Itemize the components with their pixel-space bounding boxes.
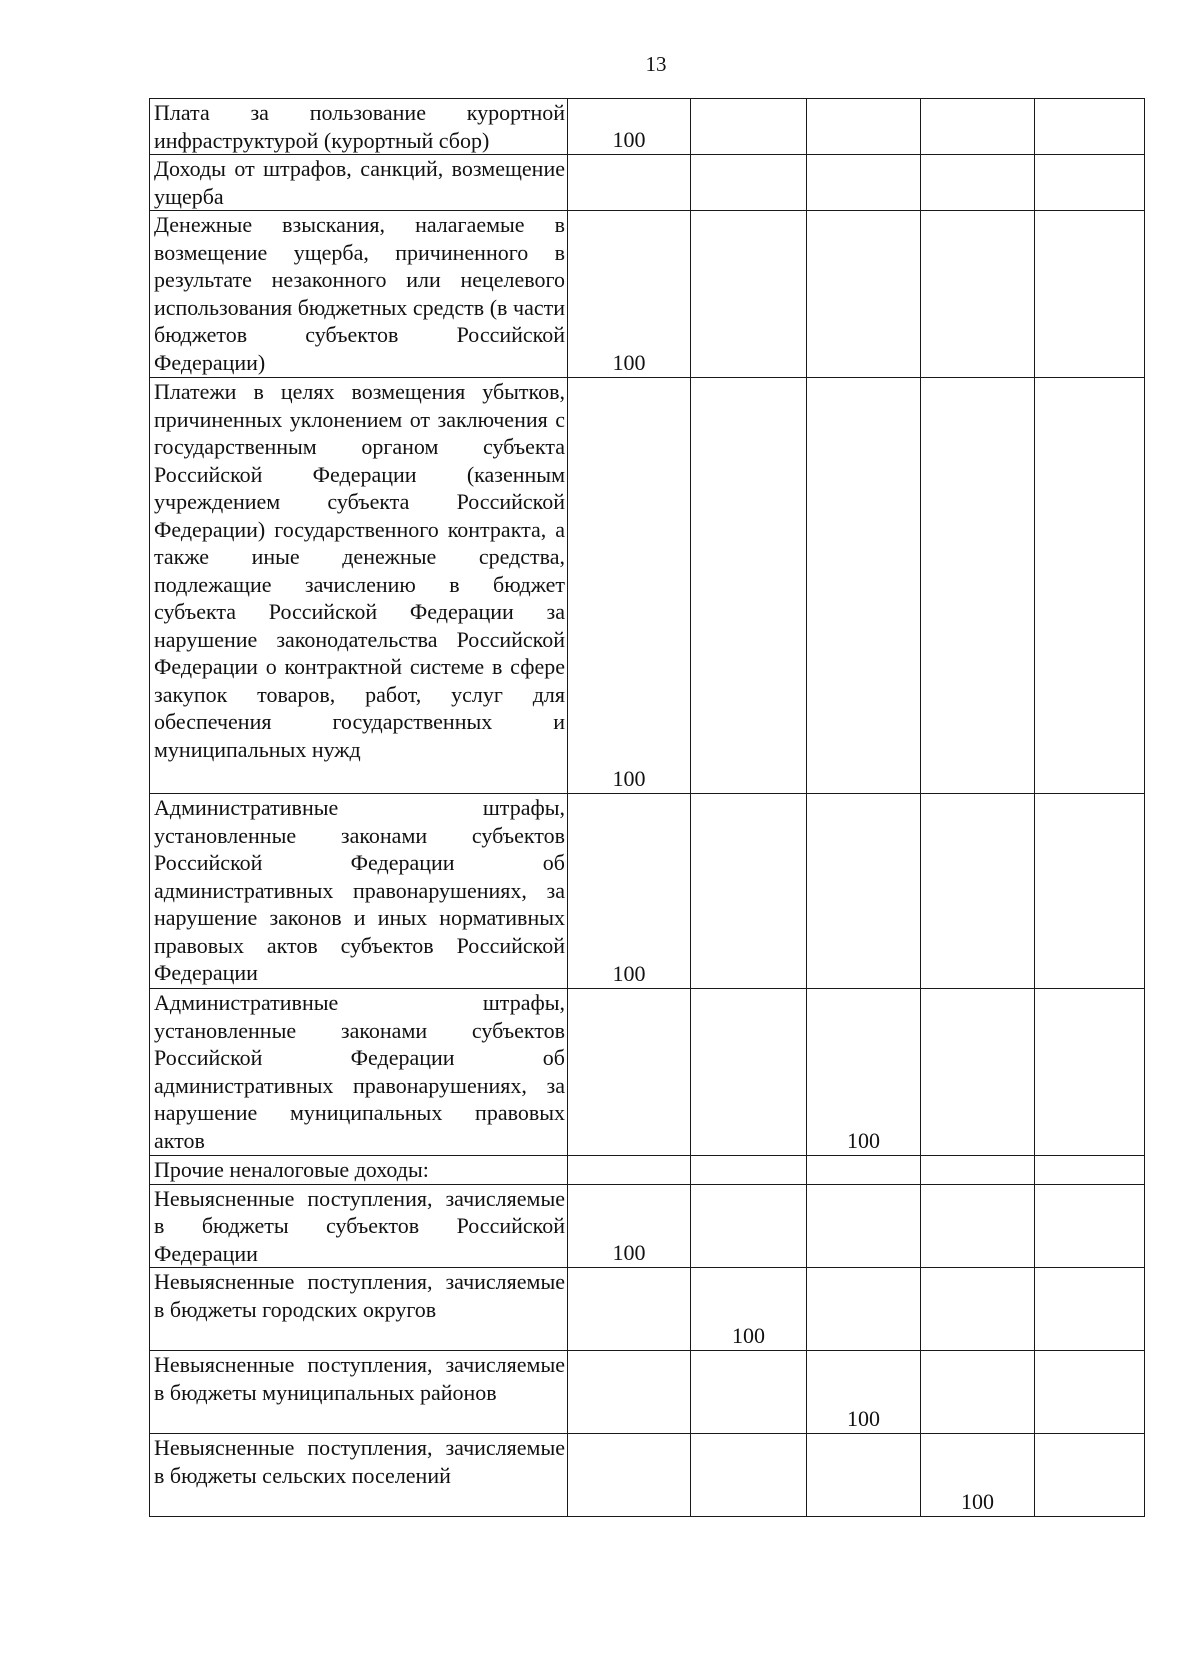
table-row — [150, 211, 1145, 378]
percent-cell — [691, 155, 807, 211]
percent-cell — [921, 794, 1035, 989]
percent-cell — [691, 378, 807, 794]
table-row — [150, 1268, 1145, 1351]
percent-cell — [568, 211, 691, 378]
percent-value: 100 — [847, 1128, 880, 1153]
revenue-distribution-table — [149, 98, 1145, 1517]
percent-cell — [568, 794, 691, 989]
percent-cell — [691, 1156, 807, 1185]
percent-cell — [807, 1434, 921, 1517]
percent-value: 100 — [612, 1240, 646, 1265]
percent-cell — [568, 989, 691, 1156]
table-row — [150, 1156, 1145, 1185]
percent-cell — [691, 1184, 807, 1268]
percent-cell — [1035, 989, 1145, 1156]
percent-cell — [1035, 1268, 1145, 1351]
percent-cell — [921, 1268, 1035, 1351]
percent-cell — [807, 211, 921, 378]
percent-cell — [807, 1184, 921, 1268]
percent-value — [807, 1515, 920, 1516]
percent-cell — [691, 1351, 807, 1434]
percent-cell — [921, 155, 1035, 211]
percent-cell — [568, 99, 691, 155]
row-description: Административные штрафы, установленные законами субъектов Российской Федерации об административных правонарушениях, за нарушение муниципальных правовых актов — [150, 989, 568, 1156]
row-description: Доходы от штрафов, санкций, возмещение ущерба — [150, 155, 568, 211]
table-row — [150, 989, 1145, 1156]
percent-cell — [921, 99, 1035, 155]
row-description: Плата за пользование курортной инфраструктурой (курортный сбор) — [150, 99, 568, 155]
percent-cell — [807, 1156, 921, 1185]
row-description: Невыясненные поступления, зачисляемые в бюджеты городских округов — [150, 1268, 568, 1351]
table-row — [150, 1351, 1145, 1434]
percent-cell — [921, 1434, 1035, 1517]
percent-cell — [568, 378, 691, 794]
table-body — [150, 99, 1145, 1517]
percent-value: 100 — [847, 1406, 880, 1431]
percent-cell — [568, 1434, 691, 1517]
percent-cell — [691, 99, 807, 155]
percent-value — [691, 1515, 806, 1516]
table-row — [150, 378, 1145, 794]
percent-cell — [1035, 1434, 1145, 1517]
percent-cell — [1035, 1184, 1145, 1268]
row-description: Платежи в целях возмещения убытков, причиненных уклонением от заключения с государственным органом субъекта Российской Федерации (казенным учреждением субъекта Российской Федерации) государственного контракта, а также иные денежные средства, подлежащие зачислению в бюджет субъекта Российской Федерации за нарушение законодательства Российской Федерации о контрактной системе в сфере закупок товаров, работ, услуг для обеспечения государственных и муниципальных нужд — [150, 378, 568, 794]
table-row — [150, 1434, 1145, 1517]
percent-cell — [921, 1184, 1035, 1268]
percent-cell — [691, 989, 807, 1156]
percent-cell — [921, 378, 1035, 794]
percent-cell — [807, 155, 921, 211]
percent-value: 100 — [612, 766, 646, 791]
percent-value: 100 — [612, 350, 646, 375]
percent-cell — [921, 1156, 1035, 1185]
row-description: Прочие неналоговые доходы: — [150, 1156, 568, 1185]
percent-cell — [568, 1268, 691, 1351]
row-description: Невыясненные поступления, зачисляемые в бюджеты сельских поселений — [150, 1434, 568, 1517]
percent-cell — [1035, 1156, 1145, 1185]
percent-cell — [1035, 1351, 1145, 1434]
percent-cell — [1035, 155, 1145, 211]
percent-cell — [568, 1351, 691, 1434]
row-description: Невыясненные поступления, зачисляемые в бюджеты муниципальных районов — [150, 1351, 568, 1434]
percent-cell — [807, 989, 921, 1156]
percent-value — [568, 1515, 690, 1516]
row-description: Денежные взыскания, налагаемые в возмещение ущерба, причиненного в результате незаконного или нецелевого использования бюджетных средств (в части бюджетов субъектов Российской Федерации) — [150, 211, 568, 378]
percent-cell — [921, 1351, 1035, 1434]
percent-cell — [568, 155, 691, 211]
percent-cell — [568, 1184, 691, 1268]
percent-cell — [1035, 211, 1145, 378]
percent-cell — [807, 1351, 921, 1434]
percent-value — [1035, 1515, 1144, 1516]
percent-cell — [691, 1434, 807, 1517]
percent-cell — [921, 211, 1035, 378]
row-description: Невыясненные поступления, зачисляемые в бюджеты субъектов Российской Федерации — [150, 1184, 568, 1268]
page-number: 13 — [645, 52, 667, 76]
row-description: Административные штрафы, установленные законами субъектов Российской Федерации об административных правонарушениях, за нарушение законов и иных нормативных правовых актов субъектов Российской Федерации — [150, 794, 568, 989]
percent-cell — [807, 1268, 921, 1351]
percent-value: 100 — [612, 961, 646, 986]
percent-cell — [691, 211, 807, 378]
percent-cell — [568, 1156, 691, 1185]
percent-cell — [1035, 378, 1145, 794]
percent-cell — [1035, 794, 1145, 989]
table-row — [150, 99, 1145, 155]
percent-cell — [1035, 99, 1145, 155]
table-row — [150, 155, 1145, 211]
percent-cell — [921, 989, 1035, 1156]
percent-cell — [807, 794, 921, 989]
percent-cell — [807, 99, 921, 155]
percent-cell — [691, 1268, 807, 1351]
percent-cell — [691, 794, 807, 989]
percent-cell — [807, 378, 921, 794]
table-row — [150, 794, 1145, 989]
percent-value: 100 — [612, 127, 646, 152]
percent-value: 100 — [732, 1323, 765, 1348]
percent-value: 100 — [961, 1489, 994, 1514]
table-row — [150, 1184, 1145, 1268]
